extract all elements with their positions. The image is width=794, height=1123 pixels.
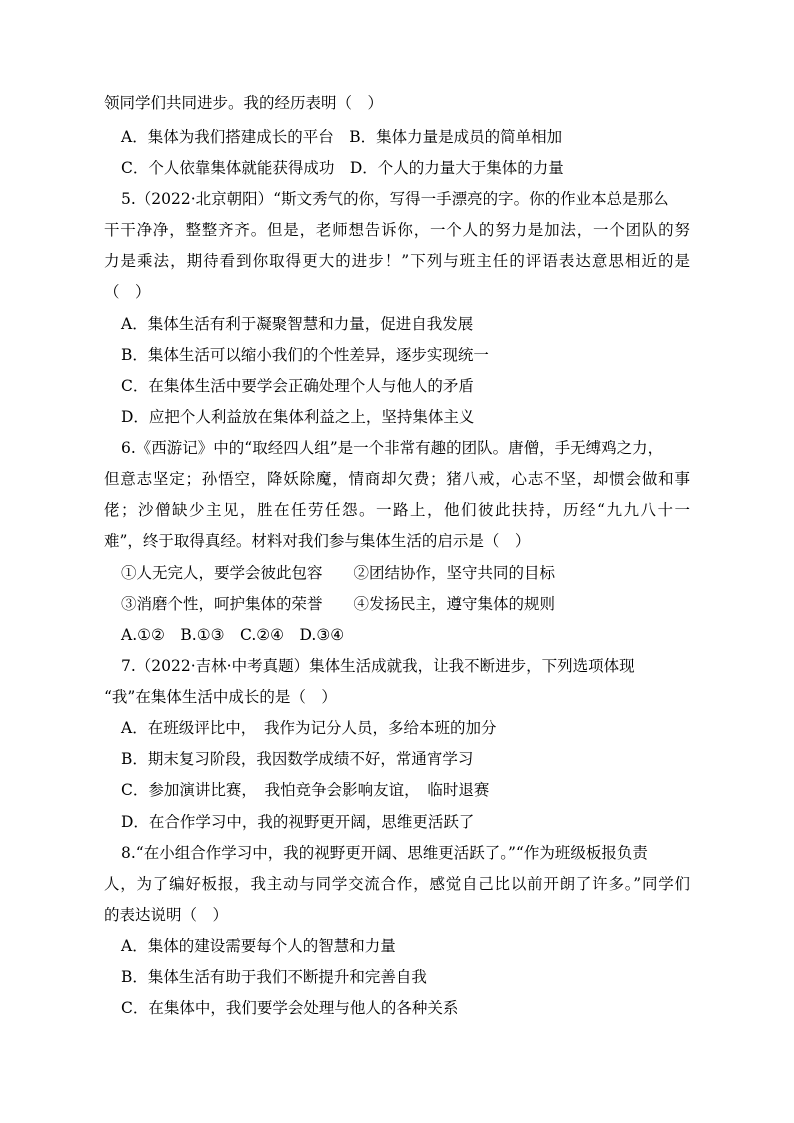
q5-option-c: C．在集体生活中要学会正确处理个人与他人的矛盾	[121, 377, 474, 395]
q8-stem-line-3: 的表达说明（ ）	[104, 906, 229, 924]
q5-stem-line-4: （ ）	[104, 283, 151, 301]
q4-options-ab: A．集体为我们搭建成长的平台 B．集体力量是成员的简单相加	[121, 128, 563, 146]
q5-option-d: D．应把个人利益放在集体利益之上，坚持集体主义	[121, 408, 475, 426]
q5-stem-line-1: 5.（2022·北京朝阳）“斯文秀气的你，写得一手漂亮的字。你的作业本总是那么	[121, 190, 669, 208]
q6-stem-line-3: 佬；沙僧缺少主见，胜在任劳任怨。一路上，他们彼此扶持，历经“九九八十一	[104, 501, 690, 519]
q6-stem-line-4: 难”，终于取得真经。材料对我们参与集体生活的启示是（ ）	[104, 532, 531, 550]
q4-options-cd: C．个人依靠集体就能获得成功 D．个人的力量大于集体的力量	[121, 159, 564, 177]
q6-statements-12: ①人无完人，要学会彼此包容 ②团结协作，坚守共同的目标	[121, 564, 556, 582]
q6-answer-choices: A.①② B.①③ C.②④ D.③④	[121, 626, 345, 644]
q8-stem-line-1: 8.“在小组合作学习中，我的视野更开阔、思维更活跃了。”“作为班级板报负责	[121, 844, 648, 862]
q6-stem-line-1: 6.《西游记》中的“取经四人组”是一个非常有趣的团队。唐僧，手无缚鸡之力，	[121, 439, 664, 457]
q6-stem-line-2: 但意志坚定；孙悟空，降妖除魔，情商却欠费；猪八戒，心志不坚，却惯会做和事	[104, 470, 690, 488]
q8-stem-line-2: 人，为了编好板报，我主动与同学交流合作，感觉自己比以前开朗了许多。”同学们	[104, 875, 690, 893]
q5-option-b: B．集体生活可以缩小我们的个性差异，逐步实现统一	[121, 346, 489, 364]
q7-option-b: B．期末复习阶段，我因数学成绩不好，常通宵学习	[121, 750, 474, 768]
q8-option-c: C．在集体中，我们要学会处理与他人的各种关系	[121, 999, 459, 1017]
q5-stem-line-2: 干干净净，整整齐齐。但是，老师想告诉你，一个人的努力是加法，一个团队的努	[104, 221, 690, 239]
q7-option-c: C．参加演讲比赛， 我怕竞争会影响友谊， 临时退赛	[121, 781, 490, 799]
q5-stem-line-3: 力是乘法，期待看到你取得更大的进步！”下列与班主任的评语表达意思相近的是	[104, 252, 690, 270]
q4-stem-tail: 领同学们共同进步。我的经历表明（ ）	[104, 94, 384, 112]
q7-stem-line-1: 7.（2022·吉林·中考真题）集体生活成就我，让我不断进步，下列选项体现	[121, 657, 635, 675]
q6-statements-34: ③消磨个性，呵护集体的荣誉 ④发扬民主，遵守集体的规则	[121, 595, 556, 613]
q7-option-a: A．在班级评比中， 我作为记分人员，多给本班的加分	[121, 719, 497, 737]
q5-option-a: A．集体生活有利于凝聚智慧和力量，促进自我发展	[121, 315, 474, 333]
q8-option-b: B．集体生活有助于我们不断提升和完善自我	[121, 968, 427, 986]
q7-stem-line-2: “我”在集体生活中成长的是（ ）	[104, 688, 337, 706]
q7-option-d: D．在合作学习中，我的视野更开阔，思维更活跃了	[121, 813, 475, 831]
q8-option-a: A．集体的建设需要每个人的智慧和力量	[121, 937, 396, 955]
